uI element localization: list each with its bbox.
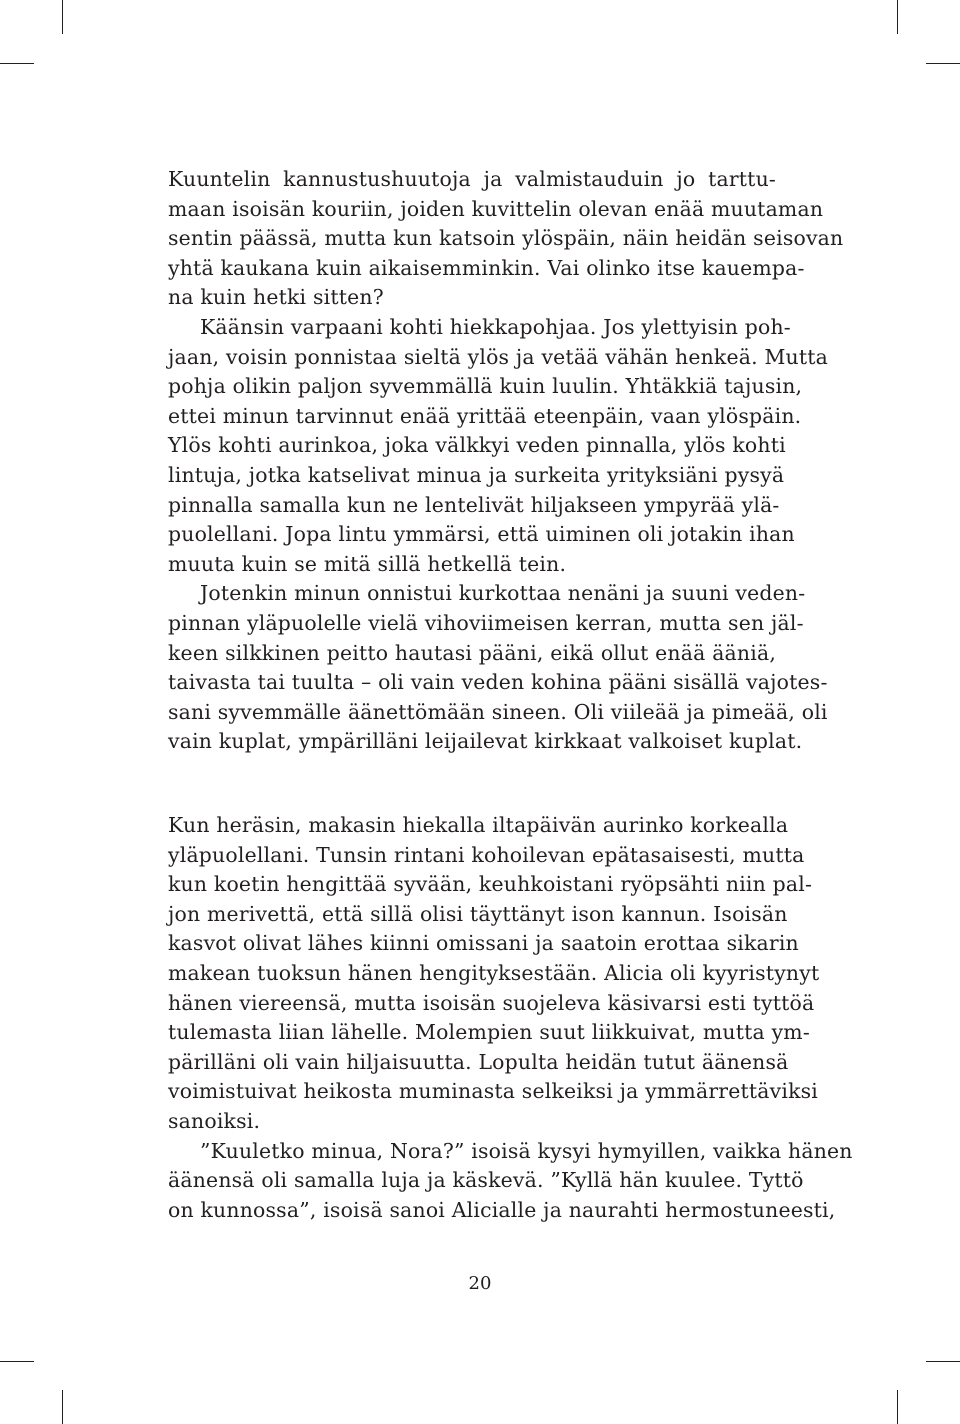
text-line: maan isoisän kouriin, joiden kuvittelin olevan enää muutaman <box>168 196 824 221</box>
text-line: pinnalla samalla kun ne lentelivät hiljakseen ympyrää ylä- <box>168 492 780 517</box>
paragraph <box>168 165 844 313</box>
text-line: Ylös kohti aurinkoa, joka välkkyi veden pinnalla, ylös kohti <box>168 433 786 458</box>
text-line: ettei minun tarvinnut enää yrittää eteenpäin, vaan ylöspäin. <box>168 403 802 428</box>
text-line: Kuuntelin kannustushuutoja ja valmistauduin jo tarttu- <box>168 167 776 191</box>
text-line: puolellani. Jopa lintu ymmärsi, että uiminen oli jotakin ihan <box>168 522 795 547</box>
text-line: voimistuivat heikosta muminasta selkeiksi ja ymmärrettäviksi <box>168 1079 819 1104</box>
text-section-1 <box>168 165 844 757</box>
text-line: sentin päässä, mutta kun katsoin ylöspäin, näin heidän seisovan <box>168 226 844 251</box>
text-line: pinnan yläpuolelle vielä vihoviimeisen kerran, mutta sen jäl- <box>168 610 804 635</box>
page-number: 20 <box>468 1273 492 1294</box>
text-line: vain kuplat, ympärilläni leijailevat kirkkaat valkoiset kuplat. <box>168 729 803 754</box>
paragraph <box>168 313 829 579</box>
crop-mark-bottom-right-horizontal <box>926 1361 960 1362</box>
text-line: sanoiksi. <box>168 1108 261 1133</box>
text-line: keen silkkinen peitto hautasi pääni, eikä ollut enää ääniä, <box>168 640 776 665</box>
text-section-2 <box>168 811 853 1225</box>
text-line: taivasta tai tuulta – oli vain veden kohina pääni sisällä vajotes- <box>168 670 828 695</box>
text-line: kun koetin hengittää syvään, keuhkoistani ryöpsähti niin pal- <box>168 872 813 897</box>
text-line: sani syvemmälle äänettömään sineen. Oli viileää ja pimeää, oli <box>168 699 828 724</box>
text-line: makean tuoksun hänen hengityksestään. Alicia oli kyyristynyt <box>168 960 820 985</box>
text-line: on kunnossa”, isoisä sanoi Alicialle ja naurahti hermostuneesti, <box>168 1197 836 1222</box>
crop-mark-top-left-vertical <box>62 0 63 34</box>
crop-mark-top-right-horizontal <box>926 63 960 64</box>
text-line: ”Kuuletko minua, Nora?” isoisä kysyi hymyillen, vaikka hänen <box>200 1138 853 1163</box>
text-line: Jotenkin minun onnistui kurkottaa nenäni ja suuni veden- <box>200 581 806 606</box>
text-line: Kun heräsin, makasin hiekalla iltapäivän aurinko korkealla <box>168 813 789 837</box>
paragraph <box>168 579 828 757</box>
text-line: Käänsin varpaani kohti hiekkapohjaa. Jos ylettyisin poh- <box>200 314 791 339</box>
text-line: yläpuolellani. Tunsin rintani kohoilevan epätasaisesti, mutta <box>168 842 805 867</box>
paragraph <box>168 811 820 1137</box>
text-line: äänensä oli samalla luja ja käskevä. ”Kyllä hän kuulee. Tyttö <box>168 1168 804 1193</box>
text-line: yhtä kaukana kuin aikaisemminkin. Vai olinko itse kauempa- <box>168 255 805 280</box>
text-line: muuta kuin se mitä sillä hetkellä tein. <box>168 551 567 576</box>
text-line: na kuin hetki sitten? <box>168 285 384 310</box>
crop-mark-top-left-horizontal <box>0 63 34 64</box>
text-line: hänen viereensä, mutta isoisän suojeleva käsivarsi esti tyttöä <box>168 990 815 1015</box>
text-line: jaan, voisin ponnistaa sieltä ylös ja vetää vähän henkeä. Mutta <box>168 344 829 369</box>
crop-mark-bottom-left-horizontal <box>0 1361 34 1362</box>
text-line: jon merivettä, että sillä olisi täyttänyt ison kannun. Isoisän <box>168 901 788 926</box>
crop-mark-top-right-vertical <box>897 0 898 34</box>
paragraph <box>168 1137 853 1226</box>
text-line: lintuja, jotka katselivat minua ja surkeita yrityksiäni pysyä <box>168 462 785 487</box>
text-line: pärilläni oli vain hiljaisuutta. Lopulta heidän tutut äänensä <box>168 1049 789 1074</box>
crop-mark-bottom-left-vertical <box>62 1390 63 1424</box>
text-line: kasvot olivat lähes kiinni omissani ja saatoin erottaa sikarin <box>168 931 799 956</box>
text-line: pohja olikin paljon syvemmällä kuin luulin. Yhtäkkiä tajusin, <box>168 374 803 399</box>
text-line: tulemasta liian lähelle. Molempien suut liikkuivat, mutta ym- <box>168 1020 810 1045</box>
crop-mark-bottom-right-vertical <box>897 1390 898 1424</box>
